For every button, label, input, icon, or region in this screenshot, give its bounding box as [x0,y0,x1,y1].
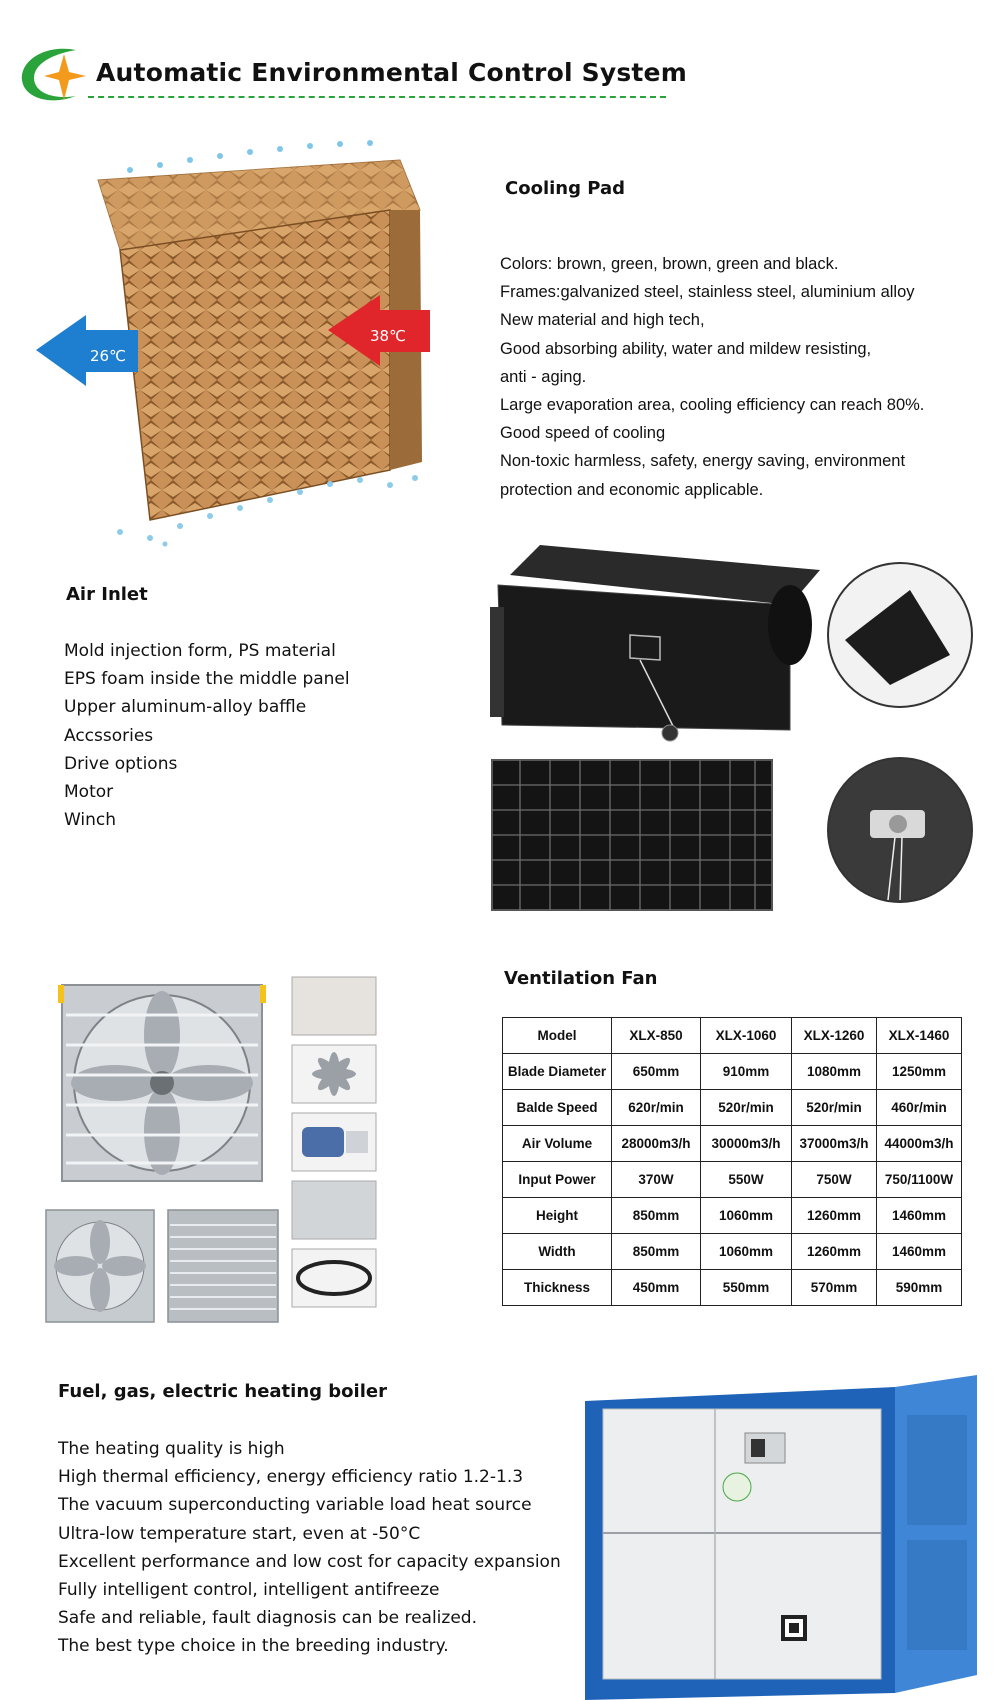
table-cell: 1460mm [877,1234,962,1270]
ventilation-fan-image [44,975,404,1325]
table-cell: 570mm [792,1270,877,1306]
cooling-pad-heading: Cooling Pad [505,178,625,199]
list-item: protection and economic applicable. [500,480,764,499]
table-cell: Thickness [503,1270,612,1306]
table-cell: 550mm [701,1270,792,1306]
table-cell: Model [503,1018,612,1054]
table-cell: 30000m3/h [701,1126,792,1162]
cooling-pad-features [500,250,924,504]
list-item: High thermal efficiency, energy efficiency ratio 1.2-1.3 [58,1467,524,1488]
table-cell: 1250mm [877,1054,962,1090]
list-item: EPS foam inside the middle panel [64,669,350,690]
table-cell: 44000m3/h [877,1126,962,1162]
table-cell: Blade Diameter [503,1054,612,1090]
table-cell: 460r/min [877,1090,962,1126]
list-item: Accssories [64,725,154,746]
list-item: Drive options [64,753,178,774]
boiler-features [58,1435,561,1661]
table-row [503,1018,962,1054]
table-cell: Balde Speed [503,1090,612,1126]
table-cell: Air Volume [503,1126,612,1162]
table-cell: 1260mm [792,1234,877,1270]
table-cell: 37000m3/h [792,1126,877,1162]
ventilation-fan-heading: Ventilation Fan [504,968,658,989]
list-item: Colors: brown, green, brown, green and black. [500,255,839,273]
table-cell: 1260mm [792,1198,877,1234]
list-item: Frames:galvanized steel, stainless steel, aluminium alloy [500,283,915,302]
list-item: New material and high tech, [500,311,705,330]
list-item: Safe and reliable, fault diagnosis can be realized. [58,1608,477,1629]
list-item: Winch [64,810,117,831]
list-item: Ultra-low temperature start, even at -50°C [58,1523,421,1544]
table-cell: 590mm [877,1270,962,1306]
table-cell: 1080mm [792,1054,877,1090]
air-inlet-heading: Air Inlet [66,584,148,605]
table-row [503,1054,962,1090]
table-row [503,1270,962,1306]
air-inlet-features [64,637,350,834]
table-row [503,1090,962,1126]
list-item: anti - aging. [500,367,587,386]
page-title: Automatic Environmental Control System [96,58,687,87]
list-item: Excellent performance and low cost for capacity expansion [58,1551,561,1572]
company-logo [18,44,98,106]
table-cell: XLX-1260 [792,1018,877,1054]
cool-temp-label: 26℃ [90,347,126,365]
list-item: The best type choice in the breeding industry. [58,1636,449,1657]
table-cell: 850mm [612,1234,701,1270]
air-inlet-image [490,545,980,920]
list-item: Good absorbing ability, water and mildew resisting, [500,339,872,358]
table-row [503,1198,962,1234]
table-cell: XLX-1460 [877,1018,962,1054]
table-row [503,1162,962,1198]
table-cell: 450mm [612,1270,701,1306]
table-cell: 750/1100W [877,1162,962,1198]
list-item: The heating quality is high [58,1439,285,1459]
list-item: Good speed of cooling [500,424,666,443]
list-item: Mold injection form, PS material [64,641,336,661]
fan-spec-table [502,1017,962,1306]
table-cell: 650mm [612,1054,701,1090]
boiler-heading: Fuel, gas, electric heating boiler [58,1381,387,1402]
table-cell: 520r/min [701,1090,792,1126]
table-cell: 1460mm [877,1198,962,1234]
list-item: The vacuum superconducting variable load heat source [58,1495,532,1516]
list-item: Motor [64,782,114,803]
list-item: Upper aluminum-alloy baffle [64,697,307,718]
table-cell: 620r/min [612,1090,701,1126]
table-cell: XLX-850 [612,1018,701,1054]
table-cell: Width [503,1234,612,1270]
table-cell: XLX-1060 [701,1018,792,1054]
table-cell: 28000m3/h [612,1126,701,1162]
table-cell: 370W [612,1162,701,1198]
table-cell: 1060mm [701,1198,792,1234]
table-cell: Input Power [503,1162,612,1198]
table-row [503,1126,962,1162]
boiler-image [585,1375,980,1700]
table-cell: 910mm [701,1054,792,1090]
list-item: Fully intelligent control, intelligent antifreeze [58,1580,440,1601]
title-underline [88,96,666,98]
table-cell: 750W [792,1162,877,1198]
table-cell: 1060mm [701,1234,792,1270]
list-item: Non-toxic harmless, safety, energy saving, environment [500,452,906,471]
table-cell: 850mm [612,1198,701,1234]
table-cell: 520r/min [792,1090,877,1126]
hot-temp-label: 38℃ [370,327,406,345]
list-item: Large evaporation area, cooling efficiency can reach 80%. [500,396,925,415]
cooling-pad-image [30,140,450,550]
table-cell: Height [503,1198,612,1234]
table-row [503,1234,962,1270]
table-cell: 550W [701,1162,792,1198]
